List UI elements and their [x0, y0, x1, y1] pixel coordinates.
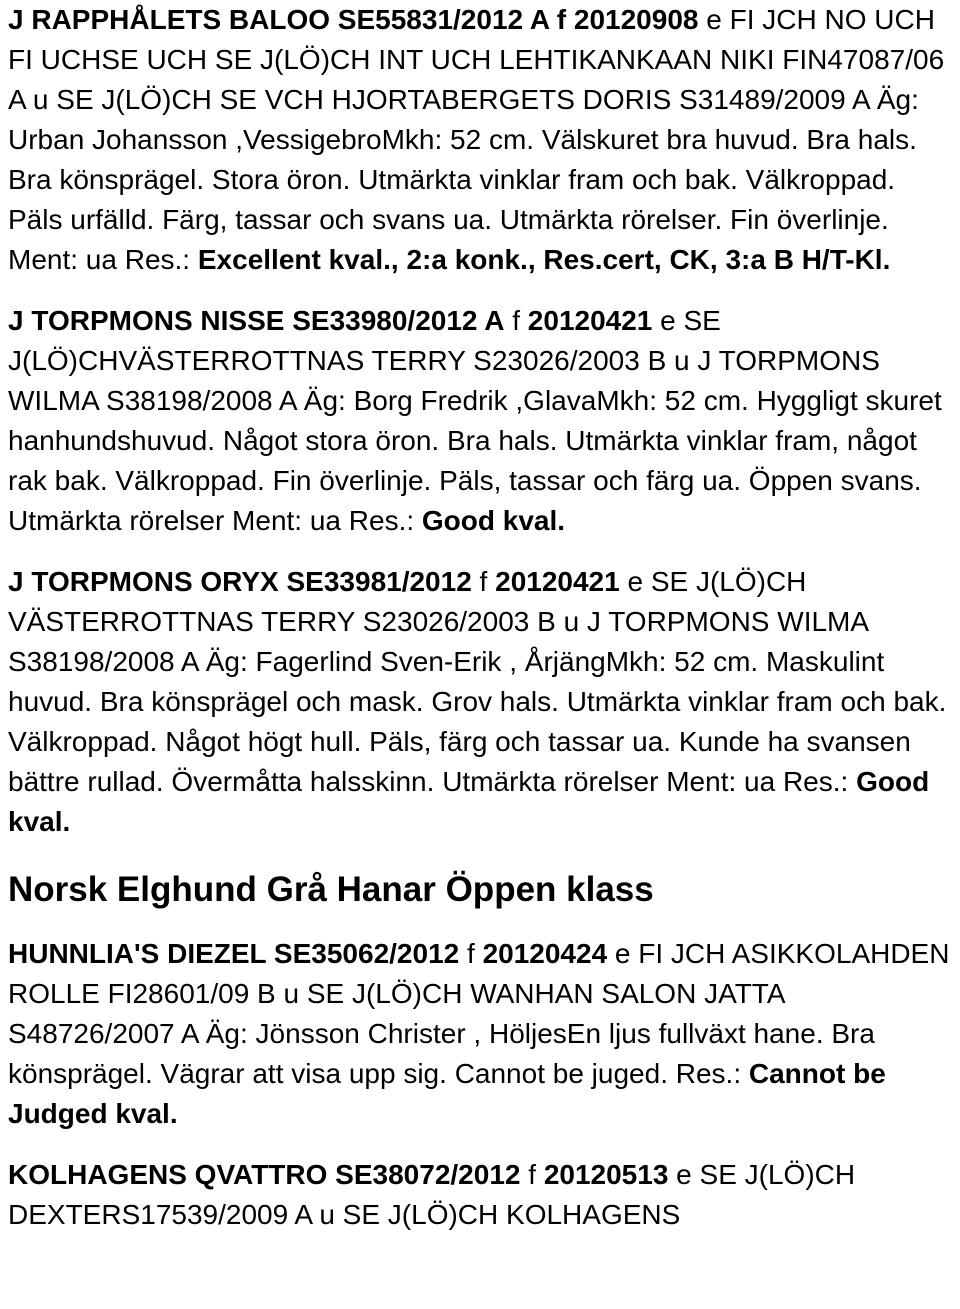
- dog-name-registration: J TORPMONS ORYX SE33981/2012: [8, 566, 472, 597]
- dog-name-registration: HUNNLIA'S DIEZEL SE35062/2012: [8, 938, 460, 969]
- dog-registration-heading: J RAPPHÅLETS BALOO SE55831/2012 A f 20120908: [8, 4, 699, 35]
- dog-entry: [8, 562, 952, 842]
- dog-result: Excellent kval., 2:a konk., Res.cert, CK, 3:a B H/T-Kl.: [197, 244, 891, 275]
- dog-pedigree-and-critique: e SE J(LÖ)CH DEXTERS17539/2009 A u SE J(LÖ)CH KOLHAGENS: [8, 1159, 856, 1230]
- dog-result: Good kval.: [421, 505, 566, 536]
- dog-name-registration: J TORPMONS NISSE SE33980/2012 A: [8, 305, 505, 336]
- dog-entry: [8, 0, 952, 280]
- dog-entry: [8, 934, 952, 1134]
- dog-name-registration: KOLHAGENS QVATTRO SE38072/2012: [8, 1159, 521, 1190]
- dog-sex-marker: f: [504, 305, 528, 336]
- dog-sex-marker: f: [520, 1159, 544, 1190]
- dog-entry: [8, 1155, 952, 1235]
- dog-result: Cannot be Judged kval.: [8, 1058, 886, 1129]
- dog-birth-date: 20120513: [543, 1159, 669, 1190]
- dog-entry: [8, 301, 952, 541]
- dog-birth-date: 20120421: [495, 566, 620, 597]
- dog-result: Good kval.: [8, 766, 930, 837]
- class-heading: Norsk Elghund Grå Hanar Öppen klass: [8, 870, 654, 909]
- dog-pedigree-and-critique: e FI JCH ASIKKOLAHDEN ROLLE FI28601/09 B u SE J(LÖ)CH WANHAN SALON JATTA S48726/2007 A Äg: Jönsson Christer , HöljesEn ljus fullväxt hane. Bra könsprägel. Vägrar att visa upp sig. Cannot be juged. Res.:: [8, 938, 950, 1089]
- dog-sex-marker: f: [459, 938, 483, 969]
- dog-birth-date: 20120424: [482, 938, 608, 969]
- dog-pedigree-and-critique: e FI JCH NO UCH FI UCHSE UCH SE J(LÖ)CH INT UCH LEHTIKANKAAN NIKI FIN47087/06 A u SE J(LÖ)CH SE VCH HJORTABERGETS DORIS S31489/2009 A Äg: Urban Johansson ,VessigebroMkh: 52 cm. Välskuret bra huvud. Bra hals. Bra könsprägel. Stora öron. Utmärkta vinklar fram och bak. Välkroppad. Päls urfälld. Färg, tassar och svans ua. Utmärkta rörelser. Fin överlinje. Ment: ua Res.:: [8, 4, 945, 275]
- dog-pedigree-and-critique: e SE J(LÖ)CHVÄSTERROTTNAS TERRY S23026/2003 B u J TORPMONS WILMA S38198/2008 A Äg: Borg Fredrik ,GlavaMkh: 52 cm. Hyggligt skuret hanhundshuvud. Något stora öron. Bra hals. Utmärkta vinklar fram, något rak bak. Välkroppad. Fin överlinje. Päls, tassar och färg ua. Öppen svans. Utmärkta rörelser Ment: ua Res.:: [8, 305, 942, 536]
- dog-sex-marker: f: [471, 566, 496, 597]
- dog-birth-date: 20120421: [527, 305, 653, 336]
- dog-pedigree-and-critique: e SE J(LÖ)CH VÄSTERROTTNAS TERRY S23026/2003 B u J TORPMONS WILMA S38198/2008 A Äg: Fagerlind Sven-Erik , ÅrjängMkh: 52 cm. Maskulint huvud. Bra könsprägel och mask. Grov hals. Utmärkta vinklar fram och bak. Välkroppad. Något högt hull. Päls, färg och tassar ua. Kunde ha svansen bättre rullad. Övermåtta halsskinn. Utmärkta rörelser Ment: ua Res.:: [8, 566, 947, 797]
